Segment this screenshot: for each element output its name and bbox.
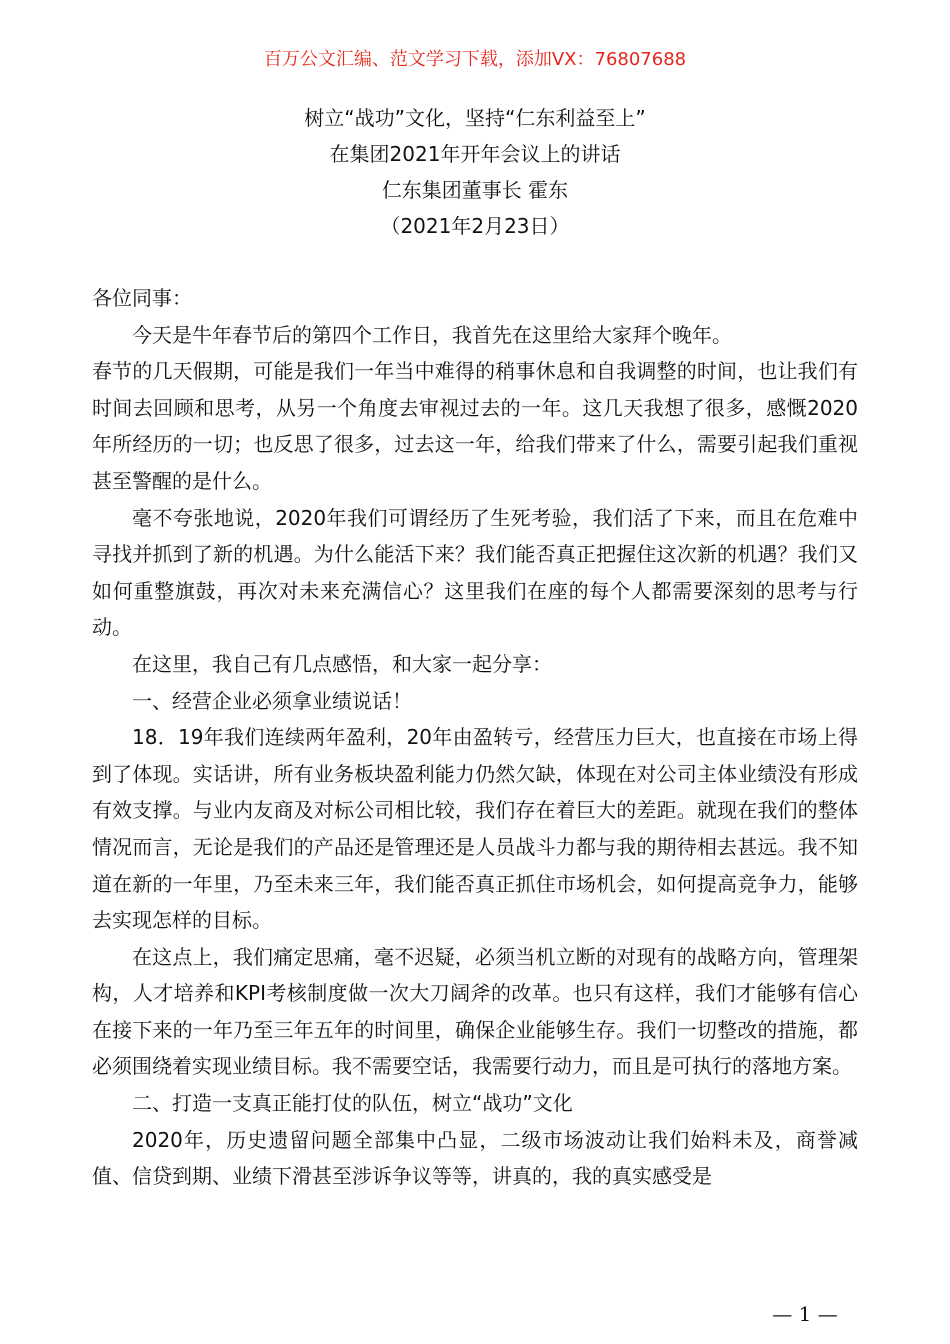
salutation: 各位同事：	[92, 286, 192, 310]
page-footer	[0, 1296, 950, 1332]
section-heading-2: 二、打造一支真正能打仗的队伍，树立“战功”文化	[132, 1091, 573, 1116]
paragraph-1: 今天是牛年春节后的第四个工作日，我首先在这里给大家拜个晚年。	[132, 322, 732, 347]
section-heading-1: 一、经营企业必须拿业绩说话！	[132, 688, 412, 713]
paragraph-7: 2020年，历史遗留问题全部集中凸显，二级市场波动让我们始料未及，商誉减值、信贷到期、业绩下滑甚至涉诉争议等等，讲真的，我的真实感受是	[92, 1127, 858, 1189]
title-main: 树立“战功”文化，坚持“仁东利益至上”	[304, 106, 646, 130]
page-number: — 1 —	[772, 1302, 838, 1326]
speech-body	[92, 280, 858, 1195]
header-banner: 百万公文汇编、范文学习下载，添加VX：76807688	[263, 49, 687, 70]
paragraph-4: 在这里，我自己有几点感悟，和大家一起分享：	[132, 651, 552, 676]
paragraph-2: 春节的几天假期，可能是我们一年当中难得的稍事休息和自我调整的时间，也让我们有时间去回顾和思考，从另一个角度去审视过去的一年。这几天我想了很多，感慨2020年所经历的一切；也反思了很多，过去这一年，给我们带来了什么，需要引起我们重视甚至警醒的是什么。	[92, 359, 858, 493]
paragraph-3: 毫不夸张地说，2020年我们可谓经历了生死考验，我们活了下来，而且在危难中寻找并抓到了新的机遇。为什么能活下来？我们能否真正把握住这次新的机遇？我们又如何重整旗鼓，再次对未来充满信心？这里我们在座的每个人都需要深刻的思考与行动。	[92, 505, 858, 640]
paragraph-6: 在这点上，我们痛定思痛，毫不迟疑，必须当机立断的对现有的战略方向，管理架构，人才培养和KPI考核制度做一次大刀阔斧的改革。也只有这样，我们才能够有信心在接下来的一年乃至三年五年的时间里，确保企业能够生存。我们一切整改的措施，都必须围绕着实现业绩目标。我不需要空话，我需要行动力，而且是可执行的落地方案。	[92, 944, 858, 1079]
title-subtitle: 在集团2021年开年会议上的讲话	[329, 142, 621, 166]
document-title-block	[0, 100, 950, 244]
paragraph-5: 18．19年我们连续两年盈利，20年由盈转亏，经营压力巨大，也直接在市场上得到了体现。实话讲，所有业务板块盈利能力仍然欠缺，体现在对公司主体业绩没有形成有效支撑。与业内友商及对标公司相比较，我们存在着巨大的差距。就现在我们的整体情况而言，无论是我们的产品还是管理还是人员战斗力都与我的期待相去甚远。我不知道在新的一年里，乃至未来三年，我们能否真正抓住市场机会，如何提高竞争力，能够去实现怎样的目标。	[92, 725, 858, 933]
speaker-line: 仁东集团董事长 霍东	[381, 178, 569, 202]
speech-date: （2021年2月23日）	[380, 214, 570, 238]
